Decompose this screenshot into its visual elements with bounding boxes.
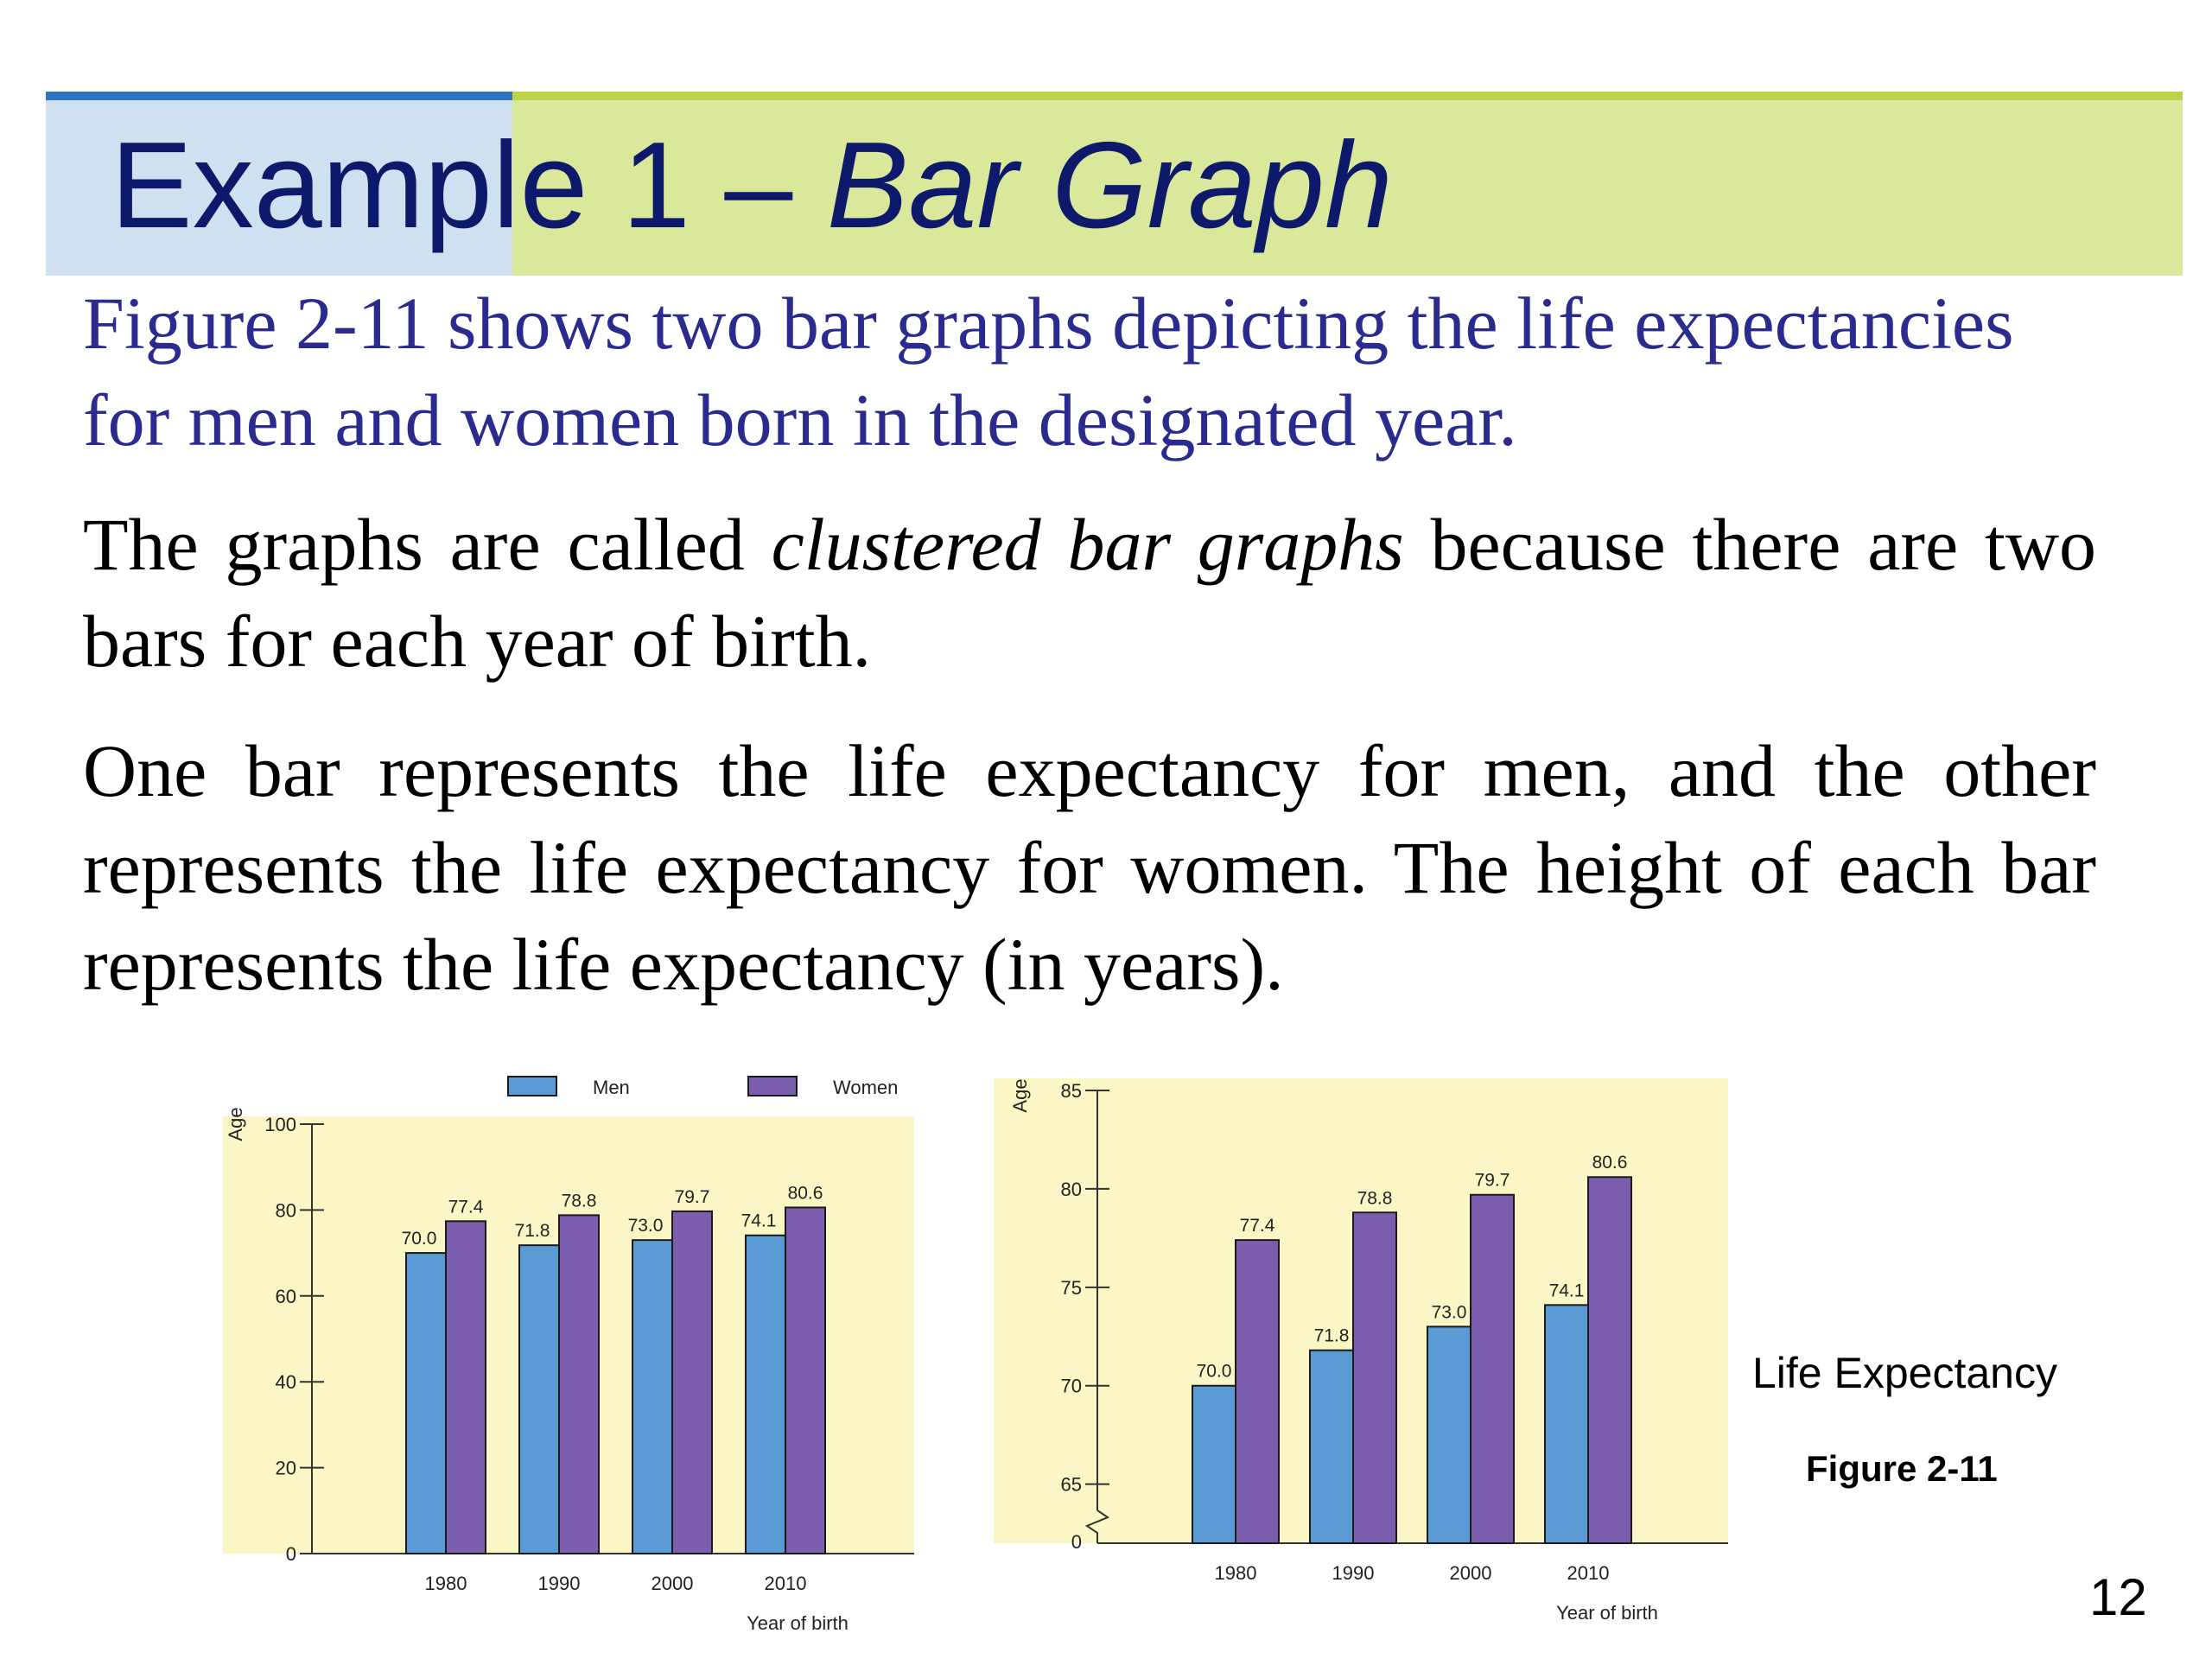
legend-swatch-men xyxy=(508,1077,556,1096)
bar-women xyxy=(559,1215,599,1554)
x-tick-label: 1980 xyxy=(424,1573,467,1594)
page-number: 12 xyxy=(2089,1568,2147,1626)
y-tick-label: 0 xyxy=(285,1543,296,1565)
x-axis-label: Year of birth xyxy=(747,1612,849,1634)
legend-label-women: Women xyxy=(833,1077,899,1098)
data-label: 80.6 xyxy=(1592,1153,1628,1173)
x-tick-label: 1990 xyxy=(1332,1562,1375,1584)
bar-women xyxy=(1471,1195,1514,1543)
data-label: 73.0 xyxy=(1431,1302,1467,1323)
x-tick-label: 1980 xyxy=(1214,1562,1257,1584)
bar-women xyxy=(1236,1240,1279,1543)
legend-label-men: Men xyxy=(593,1077,630,1098)
y-tick-label: 70 xyxy=(1060,1375,1082,1397)
figure-label: Figure 2-11 xyxy=(1806,1448,1998,1489)
slide-title-plain: Example 1 – xyxy=(111,117,827,254)
bar-men xyxy=(632,1240,672,1554)
bar-men xyxy=(746,1236,785,1554)
y-tick-label: 80 xyxy=(275,1199,296,1222)
figure-caption: Life Expectancy xyxy=(1752,1349,2057,1397)
x-axis-label: Year of birth xyxy=(1556,1602,1658,1624)
bar-women xyxy=(672,1211,712,1554)
x-tick-label: 2010 xyxy=(764,1573,807,1594)
data-label: 70.0 xyxy=(1196,1361,1232,1382)
title-rule-green xyxy=(512,92,2183,100)
data-label: 70.0 xyxy=(401,1229,437,1249)
data-label: 74.1 xyxy=(741,1211,777,1231)
paragraph-clustered-before: The graphs are called xyxy=(83,503,772,586)
data-label: 79.7 xyxy=(674,1186,710,1207)
paragraph-clustered-definition xyxy=(83,496,2096,690)
y-tick-label: 75 xyxy=(1060,1276,1082,1299)
bar-chart-broken-axis xyxy=(994,1061,1754,1649)
data-label: 78.8 xyxy=(561,1191,597,1211)
title-rule-blue xyxy=(46,92,512,100)
bar-men xyxy=(1545,1305,1588,1543)
x-tick-label: 2010 xyxy=(1567,1562,1610,1584)
data-label: 77.4 xyxy=(1239,1216,1275,1236)
y-tick-label: 100 xyxy=(264,1114,296,1135)
y-tick-label: 0 xyxy=(1071,1531,1082,1553)
paragraph-clustered-after: because there are two bars for each year of birth. xyxy=(83,503,2096,683)
y-tick-label: 85 xyxy=(1060,1080,1082,1102)
y-tick-label: 20 xyxy=(275,1457,296,1479)
bar-men xyxy=(406,1253,446,1554)
data-label: 80.6 xyxy=(787,1183,823,1204)
legend-swatch-women xyxy=(748,1077,797,1096)
paragraph-clustered-term: clustered bar graphs xyxy=(771,503,1404,586)
paragraph-bar-meaning: One bar represents the life expectancy for men, and the other represents the life expectancy for women. The height of each bar represents the life expectancy (in years). xyxy=(83,729,2096,1006)
data-label: 77.4 xyxy=(448,1197,484,1217)
y-tick-label: 60 xyxy=(275,1285,296,1307)
x-tick-label: 2000 xyxy=(1449,1562,1492,1584)
y-tick-label: 65 xyxy=(1060,1473,1082,1496)
y-axis-label: Age xyxy=(225,1107,246,1141)
bar-women xyxy=(446,1221,486,1554)
bar-men xyxy=(519,1245,559,1554)
data-label: 74.1 xyxy=(1548,1281,1585,1301)
x-tick-label: 2000 xyxy=(651,1573,694,1594)
data-label: 71.8 xyxy=(514,1221,550,1242)
y-axis-label: Age xyxy=(1009,1078,1031,1113)
bar-men xyxy=(1427,1326,1471,1543)
bar-women xyxy=(1588,1177,1631,1543)
data-label: 79.7 xyxy=(1474,1170,1510,1191)
y-tick-label: 40 xyxy=(275,1371,296,1394)
y-tick-label: 80 xyxy=(1060,1178,1082,1200)
paragraph-figure-intro: Figure 2-11 shows two bar graphs depicting the life expectancies for men and women born in the designated year. xyxy=(83,282,2014,461)
data-label: 78.8 xyxy=(1357,1188,1393,1209)
bar-women xyxy=(785,1207,825,1554)
bar-women xyxy=(1353,1212,1396,1543)
bar-men xyxy=(1192,1386,1236,1543)
data-label: 73.0 xyxy=(627,1216,664,1236)
slide-title-italic: Bar Graph xyxy=(826,117,1393,254)
data-label: 71.8 xyxy=(1313,1325,1350,1346)
bar-men xyxy=(1310,1351,1353,1543)
bar-chart-full-scale xyxy=(223,1061,940,1649)
slide-title xyxy=(111,112,1393,259)
x-tick-label: 1990 xyxy=(537,1573,581,1594)
